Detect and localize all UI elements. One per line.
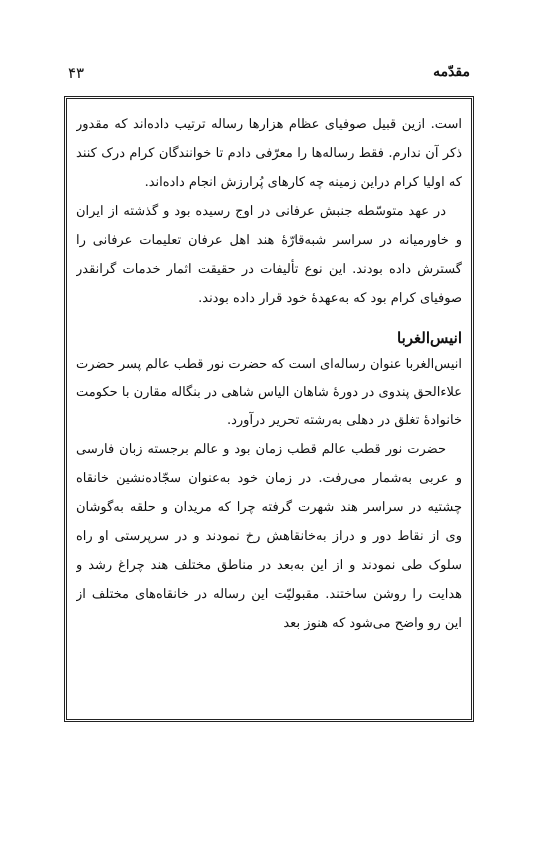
body-text (76, 110, 462, 714)
paragraph-3: انیس‌الغربا عنوان رساله‌ای است که حضرت نور قطب عالم پسر حضرت علاءالحق پندوی در دورهٔ شاهان الیاس شاهی در بنگاله مقارن با حکومت خانوادهٔ تغلق در دهلی به‌رشته تحریر درآورد. (76, 357, 462, 428)
paragraph-1: است. ازین قبیل صوفیای عظام هزارها رساله ترتیب داده‌اند که مقدور ذکر آن ندارم. فقط رساله‌ها را معرّفی دادم تا خوانندگان کرام درک کنند که اولیا کرام دراین زمینه چه کارهای پُرارزش انجام داده‌اند. (76, 117, 462, 190)
running-title: مقدّمه (433, 64, 470, 80)
paragraph-4: حضرت نور قطب عالم قطب زمان بود و عالم برجسته زبان فارسی و عربی به‌شمار می‌رفت. در زمان خود به‌عنوان سجّاده‌نشین خانقاه چشتیه در سراسر هند شهرت گرفته چرا که مریدان و حلقه به‌گوشان وی از نقاط دور و دراز به‌خانقاهش رخ نمودند و در سرپرستی او راه سلوک طی نمودند و از این به‌بعد در مناطق مختلف هند چراغ رشد و هدایت را روشن ساختند. مقبولیّت این رساله در خانقاه‌های مختلف از این رو واضح می‌شود که هنوز بعد (76, 442, 462, 631)
section-title: انیس‌الغربا (397, 329, 462, 347)
paragraph-2: در عهد متوسّطه جنبش عرفانی در اوج رسیده بود و گذشته از ایران و خاورمیانه در سراسر شبه‌قارّهٔ هند اهل عرفان تعلیمات عرفانی را گسترش داده بودند. این نوع تألیفات در حقیقت اثمار خدمات گرانقدر صوفیای کرام بود که به‌عهدهٔ خود قرار داده بودند. (76, 204, 462, 306)
page-number: ۴۳ (68, 64, 85, 82)
